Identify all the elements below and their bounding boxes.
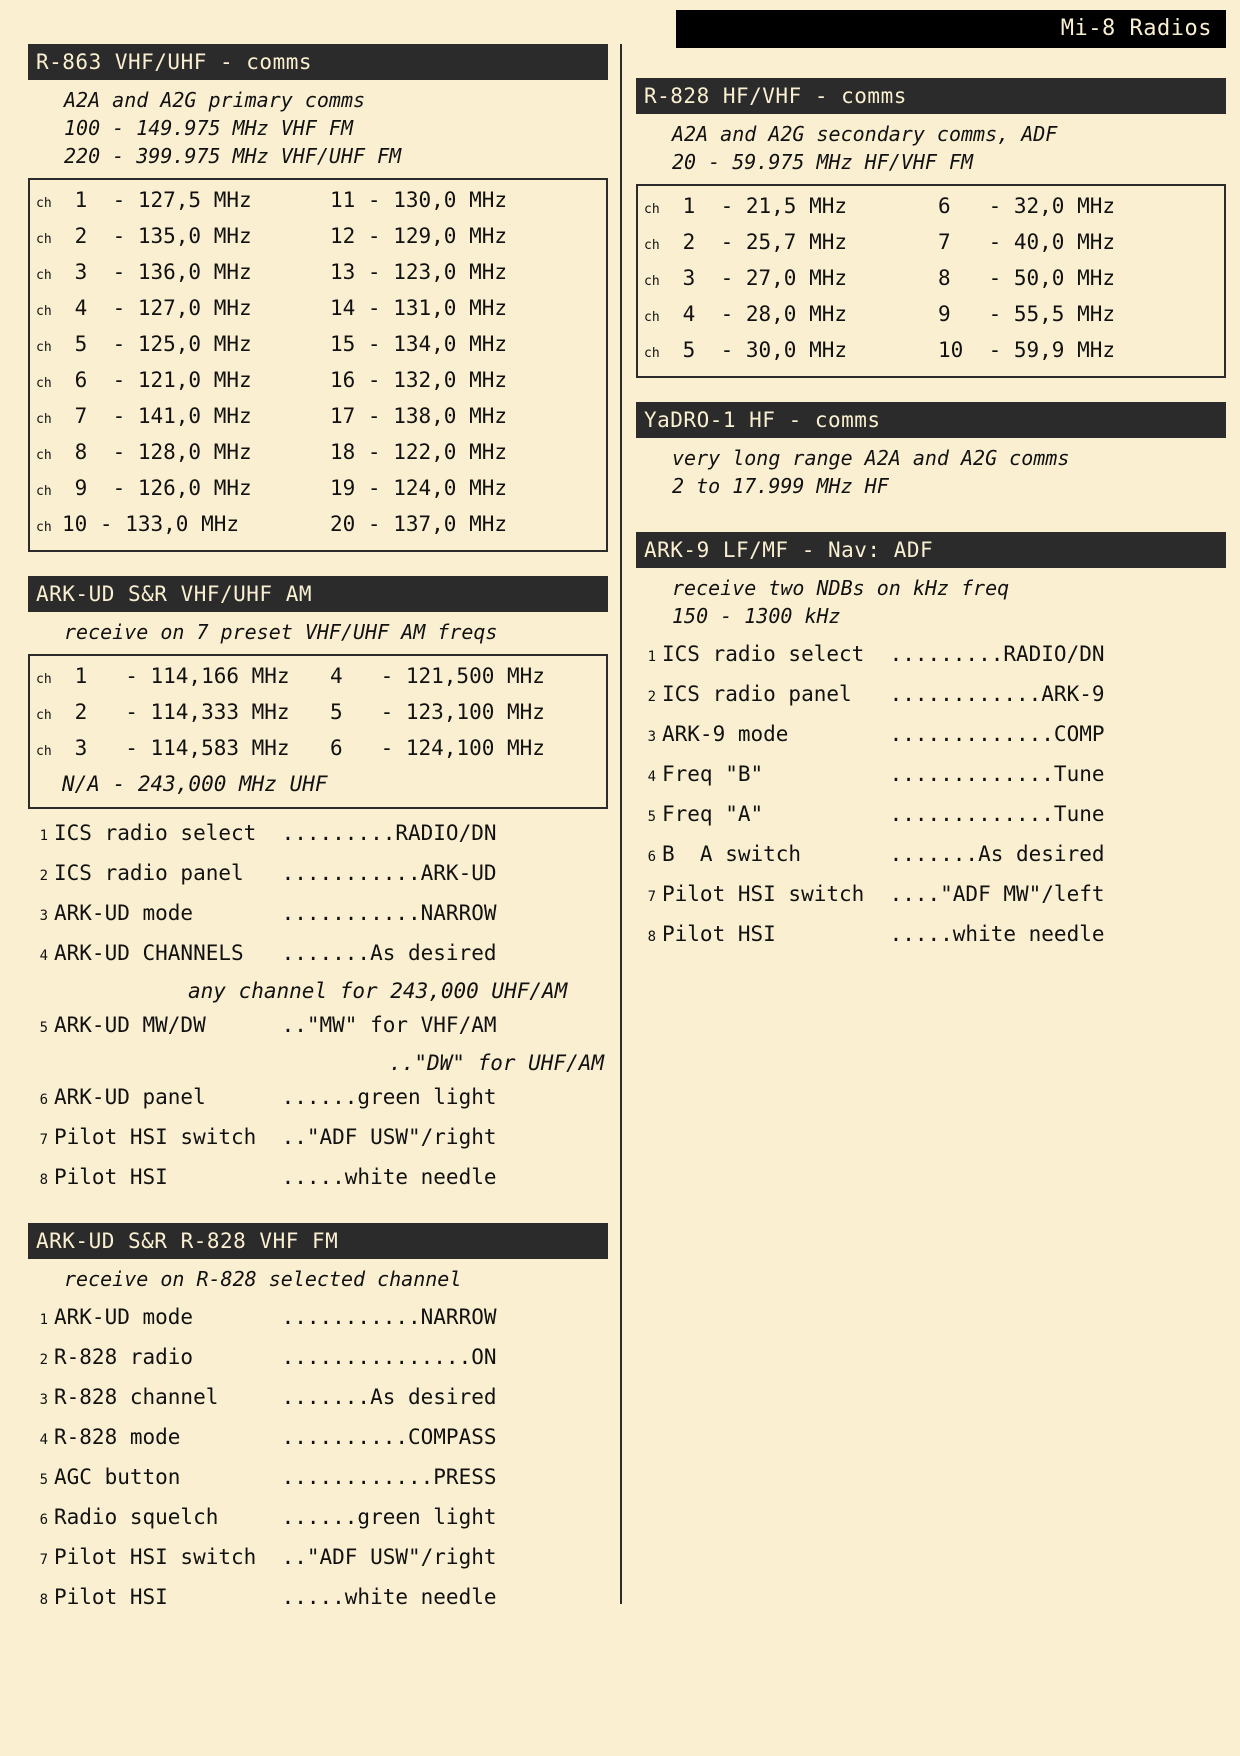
channel-cell-a: 4 - 28,0 MHz bbox=[670, 302, 848, 326]
list-item bbox=[28, 1459, 608, 1499]
step-text: Pilot HSI switch ...."ADF MW"/left bbox=[662, 882, 1105, 906]
channel-label: ch bbox=[36, 232, 52, 247]
step-number: 6 bbox=[39, 1092, 48, 1108]
step-text: ICS radio select .........RADIO/DN bbox=[54, 821, 497, 845]
list-item bbox=[636, 916, 1226, 956]
step-number: 2 bbox=[39, 868, 48, 884]
table-row bbox=[36, 732, 600, 768]
channel-cell-b: 11 - 130,0 MHz bbox=[330, 188, 508, 212]
channel-cell-a: 1 - 21,5 MHz bbox=[670, 194, 848, 218]
channel-label: ch bbox=[36, 304, 52, 319]
table-row bbox=[644, 190, 1218, 226]
section-sub-ark9-1: receive two NDBs on kHz freq bbox=[672, 576, 1010, 600]
channel-cell-a: 3 - 114,583 MHz bbox=[62, 736, 290, 760]
channel-cell-a: 3 - 136,0 MHz bbox=[62, 260, 252, 284]
channel-note: N/A - 243,000 MHz UHF bbox=[62, 772, 328, 796]
right-column bbox=[636, 44, 1226, 980]
channel-cell-b: 5 - 123,100 MHz bbox=[330, 700, 545, 724]
column-divider bbox=[620, 44, 622, 1604]
step-text: ICS radio panel ............ARK-9 bbox=[662, 682, 1105, 706]
list-item bbox=[636, 796, 1226, 836]
step-number: 7 bbox=[39, 1552, 48, 1568]
step-number: 4 bbox=[647, 769, 656, 785]
list-item bbox=[28, 895, 608, 935]
list-item bbox=[28, 1299, 608, 1339]
channel-cell-b: 10 - 59,9 MHz bbox=[938, 338, 1116, 362]
table-row bbox=[36, 696, 600, 732]
channel-cell-a: 4 - 127,0 MHz bbox=[62, 296, 252, 320]
channel-label: ch bbox=[644, 274, 660, 289]
channel-cell-b: 6 - 124,100 MHz bbox=[330, 736, 545, 760]
channel-cell-a: 5 - 125,0 MHz bbox=[62, 332, 252, 356]
page-title: Mi-8 Radios bbox=[676, 10, 1226, 48]
channel-table-r863 bbox=[28, 178, 608, 552]
section-sub-r863-2: 100 - 149.975 MHz VHF FM bbox=[64, 116, 353, 140]
list-item bbox=[636, 876, 1226, 916]
steps-arkud-fm bbox=[28, 1299, 608, 1619]
step-text: Freq "A" .............Tune bbox=[662, 802, 1105, 826]
step-number: 3 bbox=[647, 729, 656, 745]
list-item bbox=[28, 1007, 608, 1047]
section-sub-arkud-fm: receive on R-828 selected channel bbox=[64, 1267, 462, 1291]
channel-label: ch bbox=[644, 202, 660, 217]
table-row bbox=[36, 364, 600, 400]
section-ark9 bbox=[636, 532, 1226, 956]
step-number: 5 bbox=[647, 809, 656, 825]
step-text: ARK-UD MW/DW .."MW" for VHF/AM bbox=[54, 1013, 497, 1037]
step-text: R-828 channel .......As desired bbox=[54, 1385, 497, 1409]
section-sub-r828-1: A2A and A2G secondary comms, ADF bbox=[672, 122, 1058, 146]
step-text: Pilot HSI switch .."ADF USW"/right bbox=[54, 1125, 497, 1149]
list-item bbox=[636, 836, 1226, 876]
step-number: 8 bbox=[647, 929, 656, 945]
table-row bbox=[36, 508, 600, 544]
channel-cell-b: 9 - 55,5 MHz bbox=[938, 302, 1116, 326]
channel-cell-a: 10 - 133,0 MHz bbox=[62, 512, 240, 536]
table-row bbox=[644, 262, 1218, 298]
section-sub-ark9-2: 150 - 1300 kHz bbox=[672, 604, 841, 628]
list-item bbox=[28, 1379, 608, 1419]
step-text: ARK-UD panel ......green light bbox=[54, 1085, 497, 1109]
table-row bbox=[36, 220, 600, 256]
step-text: Pilot HSI switch .."ADF USW"/right bbox=[54, 1545, 497, 1569]
step-text: ARK-UD CHANNELS .......As desired bbox=[54, 941, 497, 965]
section-sub-r828-2: 20 - 59.975 MHz HF/VHF FM bbox=[672, 150, 974, 174]
step-number: 1 bbox=[39, 1312, 48, 1328]
channel-cell-b: 19 - 124,0 MHz bbox=[330, 476, 508, 500]
channel-label: ch bbox=[36, 448, 52, 463]
channel-cell-a: 9 - 126,0 MHz bbox=[62, 476, 252, 500]
channel-cell-b: 6 - 32,0 MHz bbox=[938, 194, 1116, 218]
step-text: Radio squelch ......green light bbox=[54, 1505, 497, 1529]
list-item bbox=[636, 636, 1226, 676]
channel-cell-a: 2 - 135,0 MHz bbox=[62, 224, 252, 248]
section-sub-r863-3: 220 - 399.975 MHz VHF/UHF FM bbox=[64, 144, 402, 168]
step-text: R-828 radio ...............ON bbox=[54, 1345, 497, 1369]
section-header-r828: R-828 HF/VHF - comms bbox=[636, 78, 1226, 114]
channel-cell-b: 7 - 40,0 MHz bbox=[938, 230, 1116, 254]
channel-cell-b: 17 - 138,0 MHz bbox=[330, 404, 508, 428]
table-row bbox=[36, 436, 600, 472]
channel-cell-a: 6 - 121,0 MHz bbox=[62, 368, 252, 392]
step-text: Pilot HSI .....white needle bbox=[54, 1165, 497, 1189]
list-item bbox=[28, 1499, 608, 1539]
step-number: 6 bbox=[39, 1512, 48, 1528]
step-number: 4 bbox=[39, 1432, 48, 1448]
channel-cell-a: 2 - 114,333 MHz bbox=[62, 700, 290, 724]
channel-label: ch bbox=[644, 346, 660, 361]
channel-cell-a: 3 - 27,0 MHz bbox=[670, 266, 848, 290]
section-header-arkud-am: ARK-UD S&R VHF/UHF AM bbox=[28, 576, 608, 612]
table-row bbox=[36, 256, 600, 292]
step-text: ICS radio panel ...........ARK-UD bbox=[54, 861, 497, 885]
list-item bbox=[28, 1419, 608, 1459]
table-row bbox=[36, 292, 600, 328]
step-note: any channel for 243,000 UHF/AM bbox=[188, 979, 568, 1003]
steps-ark9 bbox=[636, 636, 1226, 956]
step-text: ICS radio select .........RADIO/DN bbox=[662, 642, 1105, 666]
list-item bbox=[28, 1159, 608, 1199]
channel-label: ch bbox=[36, 340, 52, 355]
step-number: 8 bbox=[39, 1172, 48, 1188]
table-row bbox=[644, 334, 1218, 370]
section-header-r863: R-863 VHF/UHF - comms bbox=[28, 44, 608, 80]
step-text: Pilot HSI .....white needle bbox=[54, 1585, 497, 1609]
list-item bbox=[28, 815, 608, 855]
section-sub-yadro-1: very long range A2A and A2G comms bbox=[672, 446, 1070, 470]
step-text: Pilot HSI .....white needle bbox=[662, 922, 1105, 946]
section-yadro bbox=[636, 402, 1226, 500]
step-number: 4 bbox=[39, 948, 48, 964]
list-item bbox=[28, 1339, 608, 1379]
section-arkud-fm bbox=[28, 1223, 608, 1619]
list-item bbox=[28, 1539, 608, 1579]
list-item bbox=[636, 756, 1226, 796]
step-number: 3 bbox=[39, 1392, 48, 1408]
section-r863 bbox=[28, 44, 608, 552]
table-row bbox=[644, 226, 1218, 262]
section-sub-arkud-am: receive on 7 preset VHF/UHF AM freqs bbox=[64, 620, 498, 644]
step-text: ARK-UD mode ...........NARROW bbox=[54, 1305, 497, 1329]
step-number: 2 bbox=[647, 689, 656, 705]
channel-cell-b: 16 - 132,0 MHz bbox=[330, 368, 508, 392]
table-row bbox=[36, 184, 600, 220]
step-number: 3 bbox=[39, 908, 48, 924]
table-row bbox=[644, 298, 1218, 334]
channel-cell-b: 4 - 121,500 MHz bbox=[330, 664, 545, 688]
channel-cell-a: 2 - 25,7 MHz bbox=[670, 230, 848, 254]
step-text: B A switch .......As desired bbox=[662, 842, 1105, 866]
table-row bbox=[36, 328, 600, 364]
channel-label: ch bbox=[36, 268, 52, 283]
left-column bbox=[28, 44, 608, 1643]
step-text: Freq "B" .............Tune bbox=[662, 762, 1105, 786]
channel-cell-b: 20 - 137,0 MHz bbox=[330, 512, 508, 536]
section-sub-r863-1: A2A and A2G primary comms bbox=[64, 88, 366, 112]
channel-cell-a: 1 - 127,5 MHz bbox=[62, 188, 252, 212]
channel-label: ch bbox=[36, 744, 52, 759]
channel-table-arkud-am bbox=[28, 654, 608, 809]
step-number: 6 bbox=[647, 849, 656, 865]
step-number: 1 bbox=[647, 649, 656, 665]
step-number: 5 bbox=[39, 1472, 48, 1488]
channel-cell-b: 13 - 123,0 MHz bbox=[330, 260, 508, 284]
channel-label: ch bbox=[644, 238, 660, 253]
section-sub-yadro-2: 2 to 17.999 MHz HF bbox=[672, 474, 889, 498]
channel-label: ch bbox=[36, 708, 52, 723]
step-text: AGC button ............PRESS bbox=[54, 1465, 497, 1489]
channel-label: ch bbox=[644, 310, 660, 325]
channel-label: ch bbox=[36, 412, 52, 427]
step-note: .."DW" for UHF/AM bbox=[389, 1051, 604, 1075]
channel-label: ch bbox=[36, 376, 52, 391]
step-number: 8 bbox=[39, 1592, 48, 1608]
channel-label: ch bbox=[36, 672, 52, 687]
channel-cell-b: 15 - 134,0 MHz bbox=[330, 332, 508, 356]
section-header-yadro: YaDRO-1 HF - comms bbox=[636, 402, 1226, 438]
step-text: ARK-9 mode .............COMP bbox=[662, 722, 1105, 746]
table-row bbox=[36, 660, 600, 696]
channel-cell-b: 14 - 131,0 MHz bbox=[330, 296, 508, 320]
step-number: 1 bbox=[39, 828, 48, 844]
step-text: ARK-UD mode ...........NARROW bbox=[54, 901, 497, 925]
section-header-arkud-fm: ARK-UD S&R R-828 VHF FM bbox=[28, 1223, 608, 1259]
channel-label: ch bbox=[36, 520, 52, 535]
table-row bbox=[36, 472, 600, 508]
channel-label: ch bbox=[36, 484, 52, 499]
section-header-ark9: ARK-9 LF/MF - Nav: ADF bbox=[636, 532, 1226, 568]
list-item bbox=[28, 1079, 608, 1119]
step-number: 7 bbox=[39, 1132, 48, 1148]
channel-label: ch bbox=[36, 196, 52, 211]
list-item bbox=[28, 1579, 608, 1619]
list-item bbox=[28, 935, 608, 975]
channel-cell-a: 7 - 141,0 MHz bbox=[62, 404, 252, 428]
section-r828 bbox=[636, 78, 1226, 378]
list-item bbox=[28, 1119, 608, 1159]
section-arkud-am bbox=[28, 576, 608, 1199]
step-number: 7 bbox=[647, 889, 656, 905]
list-item bbox=[636, 676, 1226, 716]
channel-cell-b: 8 - 50,0 MHz bbox=[938, 266, 1116, 290]
list-item bbox=[28, 855, 608, 895]
channel-cell-b: 18 - 122,0 MHz bbox=[330, 440, 508, 464]
channel-cell-a: 1 - 114,166 MHz bbox=[62, 664, 290, 688]
list-item bbox=[636, 716, 1226, 756]
channel-table-r828 bbox=[636, 184, 1226, 378]
table-row bbox=[36, 400, 600, 436]
steps-arkud-am bbox=[28, 815, 608, 1199]
channel-cell-a: 8 - 128,0 MHz bbox=[62, 440, 252, 464]
step-number: 2 bbox=[39, 1352, 48, 1368]
step-text: R-828 mode ..........COMPASS bbox=[54, 1425, 497, 1449]
step-number: 5 bbox=[39, 1020, 48, 1036]
channel-cell-a: 5 - 30,0 MHz bbox=[670, 338, 848, 362]
channel-cell-b: 12 - 129,0 MHz bbox=[330, 224, 508, 248]
